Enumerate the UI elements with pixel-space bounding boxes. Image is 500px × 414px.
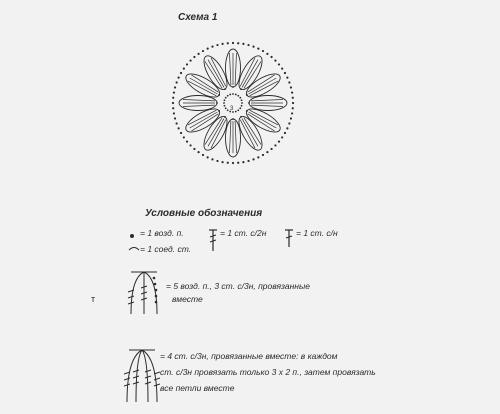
legend-dc1: = 1 ст. с/н bbox=[296, 228, 338, 238]
petal-clusters bbox=[179, 49, 287, 157]
chain-dot bbox=[221, 43, 223, 45]
chain-dot bbox=[186, 140, 188, 142]
chain-dot bbox=[202, 154, 204, 156]
chain-dot bbox=[176, 81, 178, 83]
petal bbox=[200, 52, 232, 93]
chain-dot bbox=[284, 132, 286, 134]
center-dot bbox=[241, 102, 243, 104]
legend-cluster4-line3: все петли вместе bbox=[160, 383, 235, 393]
petal bbox=[179, 96, 218, 111]
chain-dot bbox=[262, 154, 264, 156]
chain-dot bbox=[247, 44, 249, 46]
chain-dot bbox=[174, 117, 176, 119]
center-mark: 3 bbox=[230, 106, 234, 112]
chain-dot bbox=[270, 56, 272, 58]
petal bbox=[248, 96, 287, 111]
chain-dot bbox=[252, 46, 254, 48]
chain-dot bbox=[197, 53, 199, 55]
center-dot bbox=[237, 109, 239, 111]
chain-dot bbox=[292, 107, 294, 109]
chain-dot bbox=[286, 127, 288, 129]
petal bbox=[242, 70, 283, 102]
chain-dot bbox=[193, 148, 195, 150]
petal bbox=[182, 70, 223, 102]
center-dot bbox=[235, 111, 237, 113]
petal-stitch bbox=[242, 119, 258, 147]
chain-dot bbox=[178, 77, 180, 79]
chain-dot bbox=[242, 43, 244, 45]
petal-base-dot bbox=[232, 86, 234, 88]
chain-dot bbox=[186, 63, 188, 65]
chain-dot bbox=[180, 72, 182, 74]
chain-dot bbox=[172, 97, 174, 99]
chain-dot bbox=[207, 48, 209, 50]
chain-dot bbox=[288, 122, 290, 124]
chain-dot bbox=[232, 42, 234, 44]
crochet-chart bbox=[168, 38, 298, 168]
slip-stitch-icon bbox=[128, 245, 140, 253]
chain-dot bbox=[281, 67, 283, 69]
center-dot bbox=[241, 99, 243, 101]
legend-cluster3-line2: вместе bbox=[172, 294, 203, 304]
chain-dot bbox=[178, 127, 180, 129]
chain-dot bbox=[278, 140, 280, 142]
chain-dot bbox=[189, 59, 191, 61]
chain-dot bbox=[281, 136, 283, 138]
center-dot bbox=[232, 93, 234, 95]
center-dot bbox=[239, 97, 241, 99]
petal-stitch bbox=[230, 53, 231, 85]
center-dot bbox=[223, 102, 225, 104]
chain-dot bbox=[221, 161, 223, 163]
petal-stitch bbox=[183, 100, 215, 101]
dot-icon bbox=[129, 233, 135, 239]
chain-dot bbox=[266, 53, 268, 55]
petal-stitch bbox=[208, 119, 224, 147]
chain-dot bbox=[237, 42, 239, 44]
chain-dot bbox=[288, 81, 290, 83]
chain-dot bbox=[266, 151, 268, 153]
petal bbox=[226, 49, 241, 88]
chain-dot bbox=[227, 42, 229, 44]
chain-dot bbox=[172, 107, 174, 109]
legend-cluster4-line2: ст. с/3н провязать только 3 х 2 п., затем провязать bbox=[160, 367, 376, 377]
petal-stitch bbox=[249, 78, 277, 94]
chain-dot bbox=[211, 158, 213, 160]
center-dot bbox=[225, 97, 227, 99]
chain-dot bbox=[180, 132, 182, 134]
petal-stitch bbox=[208, 60, 224, 88]
petal-stitch bbox=[190, 78, 218, 94]
chain-dot bbox=[176, 122, 178, 124]
petal-base-dot bbox=[232, 118, 234, 120]
chain-dot bbox=[242, 161, 244, 163]
chain-dot bbox=[227, 162, 229, 164]
legend-chain: = 1 возд. п. bbox=[140, 228, 184, 238]
cluster-4-icon bbox=[124, 344, 160, 404]
chain-dot bbox=[257, 156, 259, 158]
petal bbox=[234, 52, 266, 93]
chain-dot bbox=[252, 158, 254, 160]
chain-dot bbox=[216, 160, 218, 162]
chain-dot bbox=[189, 144, 191, 146]
petal-stitch bbox=[230, 121, 231, 153]
center-dot bbox=[224, 99, 226, 101]
chain-dot bbox=[247, 160, 249, 162]
center-dot bbox=[225, 107, 227, 109]
chain-dot bbox=[291, 91, 293, 93]
chain-dot bbox=[183, 67, 185, 69]
chain-dot bbox=[292, 102, 294, 104]
petal-stitch bbox=[249, 112, 277, 128]
center-dot bbox=[239, 107, 241, 109]
chain-dot bbox=[262, 50, 264, 52]
center-dot bbox=[237, 95, 239, 97]
center-dot bbox=[229, 94, 231, 96]
chain-dot bbox=[292, 97, 294, 99]
legend-slip: = 1 соед. ст. bbox=[140, 244, 192, 254]
chain-dot bbox=[197, 151, 199, 153]
petal bbox=[234, 112, 266, 153]
center-dot bbox=[241, 105, 243, 107]
center-dot bbox=[227, 95, 229, 97]
legend-cluster3-line1: = 5 возд. п., 3 ст. с/3н, провязанные bbox=[166, 281, 310, 291]
petal bbox=[200, 112, 232, 153]
chain-dot bbox=[173, 112, 175, 114]
chain-dot bbox=[232, 162, 234, 164]
chain-dot bbox=[284, 72, 286, 74]
chain-dot bbox=[183, 136, 185, 138]
petal bbox=[226, 118, 241, 157]
petal-stitch bbox=[251, 100, 283, 101]
chain-dot bbox=[207, 156, 209, 158]
petal-stitch bbox=[190, 112, 218, 128]
chain-dot bbox=[270, 148, 272, 150]
center-dot bbox=[224, 105, 226, 107]
chain-dot bbox=[193, 56, 195, 58]
center-dot bbox=[227, 109, 229, 111]
cluster-3-icon bbox=[126, 264, 162, 316]
chain-dot bbox=[173, 91, 175, 93]
center-dot bbox=[235, 94, 237, 96]
legend-dc2: = 1 ст. с/2н bbox=[220, 228, 267, 238]
petal-stitch bbox=[235, 121, 236, 153]
legend-heading: Условные обозначения bbox=[145, 208, 263, 219]
chain-dot bbox=[172, 102, 174, 104]
petal bbox=[242, 104, 283, 136]
chain-dot bbox=[237, 162, 239, 164]
legend-cluster4-line1: = 4 ст. с/3н, провязанные вместе: в каждом bbox=[160, 351, 338, 361]
chain-dot bbox=[291, 112, 293, 114]
chain-dot bbox=[211, 46, 213, 48]
chain-dot bbox=[174, 86, 176, 88]
chain-dot bbox=[290, 86, 292, 88]
petal-stitch bbox=[251, 105, 283, 106]
chain-dot bbox=[274, 144, 276, 146]
chain-dot bbox=[290, 117, 292, 119]
petal-base-dot bbox=[248, 102, 250, 104]
scheme-title: Схема 1 bbox=[178, 12, 218, 23]
petal-stitch bbox=[183, 105, 215, 106]
stray-mark: т bbox=[91, 294, 96, 304]
petal-stitch bbox=[242, 60, 258, 88]
double-crochet-icon bbox=[208, 228, 218, 252]
petal-stitch bbox=[235, 53, 236, 85]
single-crochet-icon bbox=[284, 228, 294, 248]
chain-dot bbox=[278, 63, 280, 65]
chain-dot bbox=[216, 44, 218, 46]
petal-base-dot bbox=[216, 102, 218, 104]
chain-dot bbox=[257, 48, 259, 50]
chain-dot bbox=[202, 50, 204, 52]
petal bbox=[182, 104, 223, 136]
chain-dot bbox=[274, 59, 276, 61]
chain-dot bbox=[286, 77, 288, 79]
